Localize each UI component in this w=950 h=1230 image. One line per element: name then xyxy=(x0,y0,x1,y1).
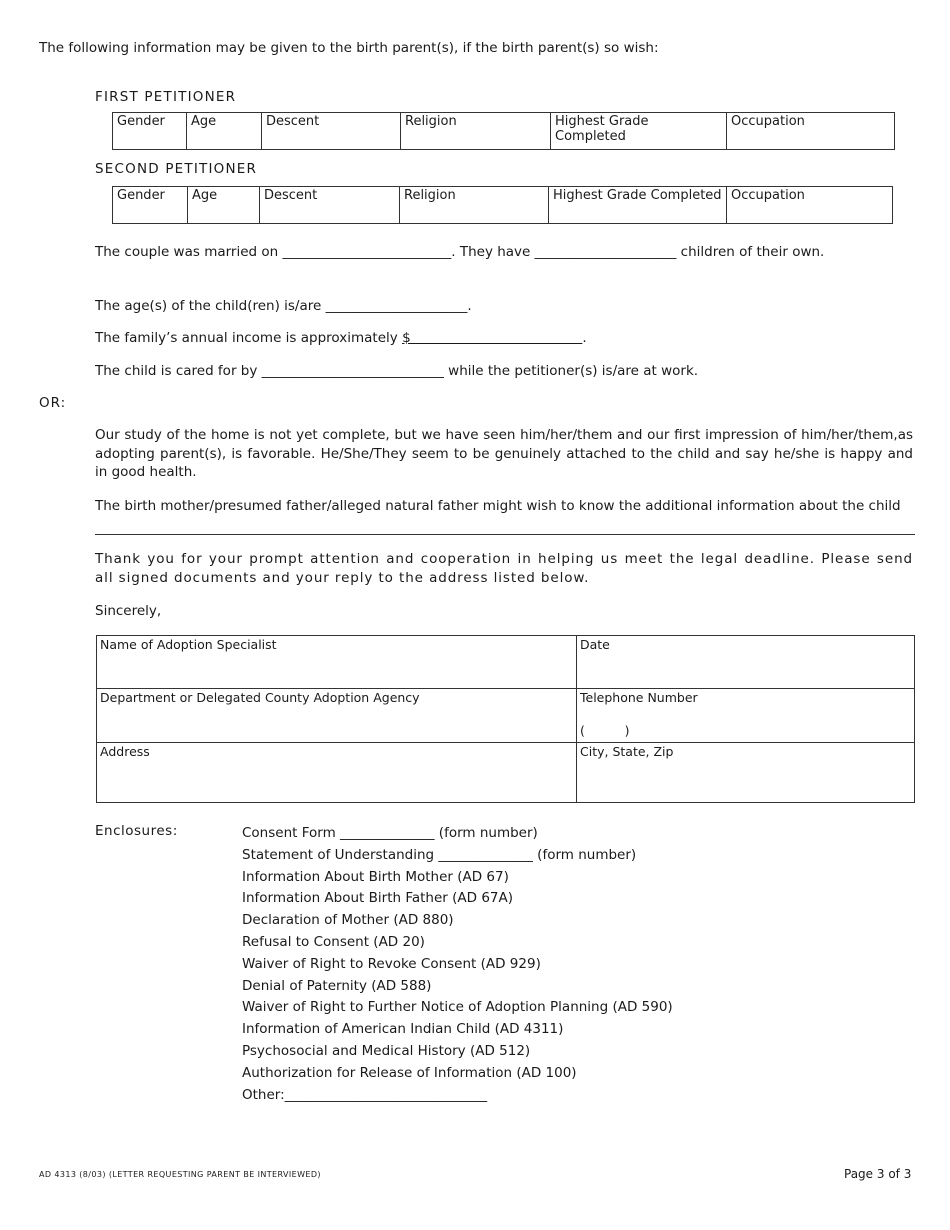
intro-text: The following information may be given to the birth parent(s), if the birth parent(s) so wish: xyxy=(39,40,659,56)
first-petitioner-label: FIRST PETITIONER xyxy=(95,89,237,105)
first-gender-cell[interactable]: Gender xyxy=(113,113,187,150)
telephone-label: Telephone Number xyxy=(580,690,698,705)
first-occupation-cell[interactable]: Occupation xyxy=(727,113,895,150)
thanks-paragraph: Thank you for your prompt attention and cooperation in helping us meet the legal deadline. Please send all signed documents and your reply to the address listed below. xyxy=(95,551,913,586)
first-descent-cell[interactable]: Descent xyxy=(262,113,401,150)
enclosure-item: Psychosocial and Medical History (AD 512) xyxy=(242,1042,531,1059)
enclosure-item: Waiver of Right to Revoke Consent (AD 929) xyxy=(242,955,541,972)
specialist-table xyxy=(96,635,915,803)
department-label: Department or Delegated County Adoption Agency xyxy=(100,690,420,705)
divider-line xyxy=(95,534,915,535)
address-field[interactable] xyxy=(97,743,577,803)
enclosure-item: Denial of Paternity (AD 588) xyxy=(242,977,432,994)
second-age-cell[interactable]: Age xyxy=(188,187,260,224)
department-field[interactable] xyxy=(97,689,577,743)
specialist-name-field[interactable] xyxy=(97,636,577,689)
sincerely-text: Sincerely, xyxy=(95,603,162,619)
enclosure-item: Information About Birth Father (AD 67A) xyxy=(242,890,514,907)
city-field[interactable] xyxy=(577,743,915,803)
enclosure-item: Declaration of Mother (AD 880) xyxy=(242,912,454,929)
married-sentence: The couple was married on _________________________. They have _____________________ children of their own. xyxy=(95,244,825,260)
enclosure-item: Authorization for Release of Information (AD 100) xyxy=(242,1064,577,1081)
enclosures-list xyxy=(242,823,673,1106)
second-religion-cell[interactable]: Religion xyxy=(400,187,549,224)
income-sentence xyxy=(95,328,913,348)
second-descent-cell[interactable]: Descent xyxy=(260,187,400,224)
child-ages-sentence: The age(s) of the child(ren) is/are _____________________. xyxy=(95,298,472,314)
income-blank: $ xyxy=(402,330,583,346)
first-grade-cell[interactable]: Highest Grade Completed xyxy=(551,113,727,150)
first-religion-cell[interactable]: Religion xyxy=(401,113,551,150)
birth-mother-sentence: The birth mother/presumed father/alleged natural father might wish to know the additional information about the child xyxy=(95,498,901,514)
enclosure-item: Information About Birth Mother (AD 67) xyxy=(242,868,509,885)
enclosure-item: Other:______________________________ xyxy=(242,1086,488,1103)
specialist-name-label: Name of Adoption Specialist xyxy=(100,637,277,652)
study-paragraph: Our study of the home is not yet complete, but we have seen him/her/them and our first impression of him/her/them,as adopting parent(s), is favorable. He/She/They seem to be genuinely attached to the child and say he/she is happy and in good health. xyxy=(95,427,913,480)
second-occupation-cell[interactable]: Occupation xyxy=(727,187,893,224)
enclosure-item: Waiver of Right to Further Notice of Adoption Planning (AD 590) xyxy=(242,999,673,1016)
phone-area-code: ( ) xyxy=(580,723,630,738)
second-petitioner-label: SECOND PETITIONER xyxy=(95,161,258,177)
or-label: OR: xyxy=(39,395,67,411)
enclosure-item: Refusal to Consent (AD 20) xyxy=(242,933,425,950)
care-sentence: The child is cared for by ___________________________ while the petitioner(s) is/are at work. xyxy=(95,363,699,379)
income-suffix: . xyxy=(582,330,587,346)
first-petitioner-table xyxy=(112,112,895,150)
form-id-footer: AD 4313 (8/03) (LETTER REQUESTING PARENT BE INTERVIEWED) xyxy=(39,1170,321,1179)
date-label: Date xyxy=(580,637,610,652)
enclosure-item: Statement of Understanding ______________ (form number) xyxy=(242,846,637,863)
income-prefix: The family’s annual income is approximately xyxy=(95,330,403,346)
first-age-cell[interactable]: Age xyxy=(187,113,262,150)
telephone-field[interactable] xyxy=(577,689,915,743)
address-label: Address xyxy=(100,744,150,759)
second-petitioner-table xyxy=(112,186,893,224)
second-gender-cell[interactable]: Gender xyxy=(113,187,188,224)
enclosure-item: Information of American Indian Child (AD 4311) xyxy=(242,1021,564,1038)
second-grade-cell[interactable]: Highest Grade Completed xyxy=(549,187,727,224)
enclosure-item: Consent Form ______________ (form number) xyxy=(242,825,538,841)
page-number: Page 3 of 3 xyxy=(844,1167,912,1181)
date-field[interactable] xyxy=(577,636,915,689)
city-label: City, State, Zip xyxy=(580,744,674,759)
enclosures-label: Enclosures: xyxy=(95,823,178,839)
